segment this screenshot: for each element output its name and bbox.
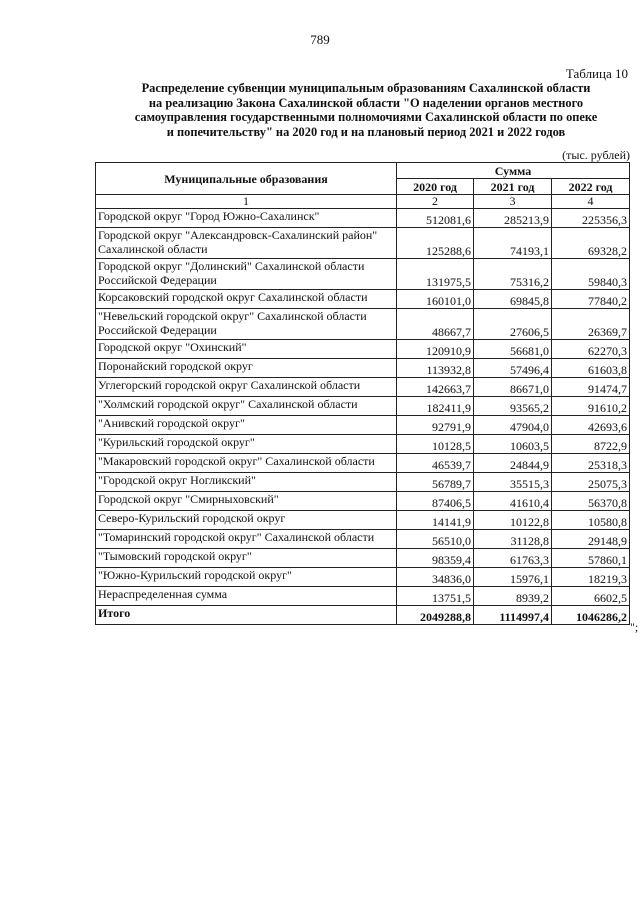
municipality-name: Городской округ "Город Южно-Сахалинск" bbox=[96, 209, 397, 228]
table-row bbox=[96, 549, 630, 568]
table-row bbox=[96, 309, 630, 340]
value-2022: 56370,8 bbox=[552, 492, 630, 511]
table-row bbox=[96, 209, 630, 228]
value-2022: 77840,2 bbox=[552, 290, 630, 309]
value-2021: 57496,4 bbox=[474, 359, 552, 378]
closing-quote-mark: "; bbox=[630, 620, 639, 634]
municipality-name: Городской округ "Смирныховский" bbox=[96, 492, 397, 511]
title-line: и попечительству" на 2020 год и на плановый период 2021 и 2022 годов bbox=[166, 124, 566, 139]
column-index: 4 bbox=[552, 195, 630, 209]
table-row bbox=[96, 378, 630, 397]
header-year-2021: 2021 год bbox=[474, 179, 552, 195]
total-2020: 2049288,8 bbox=[397, 606, 474, 625]
value-2021: 75316,2 bbox=[474, 259, 552, 290]
value-2020: 160101,0 bbox=[397, 290, 474, 309]
value-2022: 29148,9 bbox=[552, 530, 630, 549]
column-index: 1 bbox=[96, 195, 397, 209]
table-row bbox=[96, 359, 630, 378]
value-2022: 8722,9 bbox=[552, 435, 630, 454]
value-2021: 93565,2 bbox=[474, 397, 552, 416]
subsidy-table bbox=[95, 162, 630, 625]
value-2021: 47904,0 bbox=[474, 416, 552, 435]
municipality-name: "Тымовский городской округ" bbox=[96, 549, 397, 568]
value-2021: 41610,4 bbox=[474, 492, 552, 511]
value-2022: 91610,2 bbox=[552, 397, 630, 416]
value-2021: 10122,8 bbox=[474, 511, 552, 530]
table-row bbox=[96, 492, 630, 511]
value-2022: 26369,7 bbox=[552, 309, 630, 340]
value-2021: 86671,0 bbox=[474, 378, 552, 397]
value-2020: 48667,7 bbox=[397, 309, 474, 340]
value-2022: 61603,8 bbox=[552, 359, 630, 378]
header-year-2020: 2020 год bbox=[397, 179, 474, 195]
total-label: Итого bbox=[96, 606, 397, 625]
table-row bbox=[96, 530, 630, 549]
document-title bbox=[96, 81, 636, 139]
municipality-name: "Макаровский городской округ" Сахалинской области bbox=[96, 454, 397, 473]
column-index: 3 bbox=[474, 195, 552, 209]
value-2021: 27606,5 bbox=[474, 309, 552, 340]
value-2021: 15976,1 bbox=[474, 568, 552, 587]
column-index: 2 bbox=[397, 195, 474, 209]
value-2020: 125288,6 bbox=[397, 228, 474, 259]
value-2021: 35515,3 bbox=[474, 473, 552, 492]
table-row bbox=[96, 587, 630, 606]
table-row bbox=[96, 340, 630, 359]
total-2021: 1114997,4 bbox=[474, 606, 552, 625]
value-2022: 57860,1 bbox=[552, 549, 630, 568]
value-2020: 46539,7 bbox=[397, 454, 474, 473]
header-municipality: Муниципальные образования bbox=[96, 163, 397, 195]
municipality-name: Углегорский городской округ Сахалинской области bbox=[96, 378, 397, 397]
table-label: Таблица 10 bbox=[565, 66, 628, 81]
value-2020: 14141,9 bbox=[397, 511, 474, 530]
value-2022: 25318,3 bbox=[552, 454, 630, 473]
value-2022: 42693,6 bbox=[552, 416, 630, 435]
value-2021: 69845,8 bbox=[474, 290, 552, 309]
value-2020: 182411,9 bbox=[397, 397, 474, 416]
table-row bbox=[96, 416, 630, 435]
value-2020: 131975,5 bbox=[397, 259, 474, 290]
municipality-name: Нераспределенная сумма bbox=[96, 587, 397, 606]
units-label: (тыс. рублей) bbox=[562, 148, 630, 162]
value-2020: 10128,5 bbox=[397, 435, 474, 454]
value-2021: 24844,9 bbox=[474, 454, 552, 473]
value-2021: 8939,2 bbox=[474, 587, 552, 606]
header-sum: Сумма bbox=[397, 163, 630, 179]
value-2020: 87406,5 bbox=[397, 492, 474, 511]
title-line: самоуправления государственными полномочиями Сахалинской области по опеке bbox=[134, 110, 598, 124]
table-row bbox=[96, 511, 630, 530]
value-2022: 59840,3 bbox=[552, 259, 630, 290]
municipality-name: "Курильский городской округ" bbox=[96, 435, 397, 454]
value-2020: 120910,9 bbox=[397, 340, 474, 359]
title-line: на реализацию Закона Сахалинской области "О наделении органов местного bbox=[148, 95, 584, 110]
table-row bbox=[96, 290, 630, 309]
value-2022: 18219,3 bbox=[552, 568, 630, 587]
value-2022: 225356,3 bbox=[552, 209, 630, 228]
municipality-name: Городской округ "Долинский" Сахалинской области Российской Федерации bbox=[96, 259, 397, 290]
table-row bbox=[96, 473, 630, 492]
value-2021: 74193,1 bbox=[474, 228, 552, 259]
municipality-name: Северо-Курильский городской округ bbox=[96, 511, 397, 530]
value-2020: 56510,0 bbox=[397, 530, 474, 549]
table-row bbox=[96, 228, 630, 259]
municipality-name: Корсаковский городской округ Сахалинской области bbox=[96, 290, 397, 309]
municipality-name: Поронайский городской округ bbox=[96, 359, 397, 378]
municipality-name: Городской округ "Охинский" bbox=[96, 340, 397, 359]
municipality-name: Городской округ "Александровск-Сахалинский район" Сахалинской области bbox=[96, 228, 397, 259]
value-2020: 56789,7 bbox=[397, 473, 474, 492]
total-2022: 1046286,2 bbox=[552, 606, 630, 625]
value-2020: 92791,9 bbox=[397, 416, 474, 435]
value-2020: 34836,0 bbox=[397, 568, 474, 587]
value-2022: 62270,3 bbox=[552, 340, 630, 359]
page-number: 789 bbox=[310, 32, 330, 47]
table-row bbox=[96, 568, 630, 587]
value-2022: 91474,7 bbox=[552, 378, 630, 397]
municipality-name: "Городской округ Ногликский" bbox=[96, 473, 397, 492]
value-2021: 285213,9 bbox=[474, 209, 552, 228]
value-2020: 13751,5 bbox=[397, 587, 474, 606]
header-year-2022: 2022 год bbox=[552, 179, 630, 195]
value-2020: 512081,6 bbox=[397, 209, 474, 228]
value-2021: 61763,3 bbox=[474, 549, 552, 568]
value-2022: 69328,2 bbox=[552, 228, 630, 259]
value-2022: 25075,3 bbox=[552, 473, 630, 492]
value-2021: 31128,8 bbox=[474, 530, 552, 549]
value-2020: 98359,4 bbox=[397, 549, 474, 568]
table-body bbox=[96, 209, 630, 606]
value-2021: 10603,5 bbox=[474, 435, 552, 454]
municipality-name: "Южно-Курильский городской округ" bbox=[96, 568, 397, 587]
total-row bbox=[96, 606, 630, 625]
value-2022: 6602,5 bbox=[552, 587, 630, 606]
municipality-name: "Анивский городской округ" bbox=[96, 416, 397, 435]
table-row bbox=[96, 454, 630, 473]
table-row bbox=[96, 435, 630, 454]
municipality-name: "Томаринский городской округ" Сахалинской области bbox=[96, 530, 397, 549]
value-2022: 10580,8 bbox=[552, 511, 630, 530]
title-line: Распределение субвенции муниципальным образованиям Сахалинской области bbox=[141, 81, 591, 95]
value-2020: 113932,8 bbox=[397, 359, 474, 378]
value-2021: 56681,0 bbox=[474, 340, 552, 359]
value-2020: 142663,7 bbox=[397, 378, 474, 397]
municipality-name: "Невельский городской округ" Сахалинской области Российской Федерации bbox=[96, 309, 397, 340]
municipality-name: "Холмский городской округ" Сахалинской области bbox=[96, 397, 397, 416]
table-row bbox=[96, 259, 630, 290]
table-row bbox=[96, 397, 630, 416]
